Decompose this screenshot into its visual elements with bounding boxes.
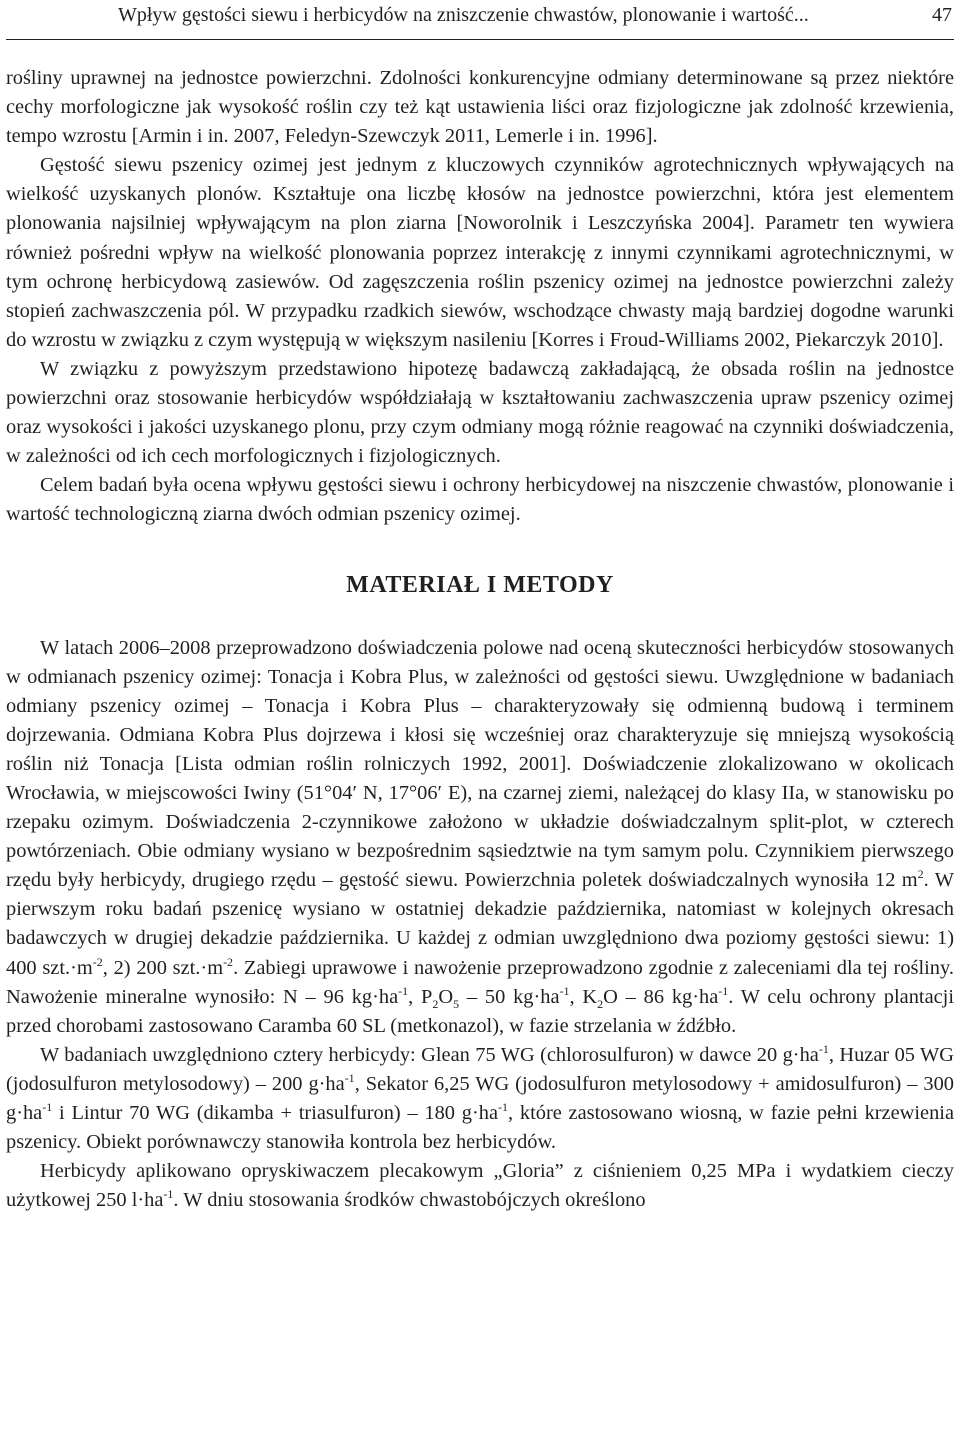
text-run: , P [408,985,433,1008]
paragraph: rośliny uprawnej na jednostce powierzchni. Zdolności konkurencyjne odmiany determinowane są przez niektóre cechy morfologiczne jak wysokość roślin czy też kąt ustawienia liści oraz fizjologiczne jak zdolność krzewienia, tempo wzrostu [Armin i in. 2007, Feledyn-Szewczyk 2011, Lemerle i in. 1996]. [6,67,954,148]
section-heading: MATERIAŁ I METODY [346,571,614,598]
superscript: -1 [163,1187,174,1202]
text-run: . W dniu stosowania środków chwastobójczych określono [173,1189,646,1212]
superscript: 2 [917,867,924,882]
paragraph [6,634,954,1041]
paragraph [6,1157,954,1215]
text-run: W latach 2006–2008 przeprowadzono doświadczenia polowe nad oceną skuteczności herbicydów stosowanych w odmianach pszenicy ozimej: Tonacja i Kobra Plus, w zależności od gęstości siewu. Uwzględnione w badaniach odmiany pszenicy ozimej – Tonacja i Kobra Plus – charakteryzowały się odmienną budową i terminem dojrzewania. Odmiana Kobra Plus dojrzewa i kłosi się wcześniej oraz charakteryzuje się mniejszą wysokością roślin niż Tonacja [Lista odmian roślin rolniczych 1992, 2001]. Doświadczenie zlokalizowano w okolicach Wrocławia, w miejscowości Iwiny (51°04′ N, 17°06′ E), na czarnej ziemi, należącej do klasy IIa, w stanowisku po rzepaku ozimym. Doświadczenia 2-czynnikowe założono w układzie doświadczalnym split-plot, w czterech powtórzeniach. Obie odmiany wysiano w bezpośrednim sąsiedztwie na tym samym polu. Czynnikiem pierwszego rzędu były herbicydy, drugiego rzędu – gęstość siewu. Powierzchnia poletek doświadczalnych wynosiła 12 m [6,636,954,892]
superscript: -1 [398,983,409,998]
text-run: , K [569,985,598,1008]
text-run: . Zabiegi uprawowe i nawożenie przeprowadzono zgodnie z zaleceniami dla tej rośliny. Nawożenie mineralne wynosiło: N – 96 kg·ha [6,956,954,1008]
paragraph: Gęstość siewu pszenicy ozimej jest jednym z kluczowych czynników agrotechnicznych wpływających na wielkość uzyskanych plonów. Kształtuje ona liczbę kłosów na jednostce powierzchni, która jest elementem plonowania najsilniej wpływającym na plon ziarna [Noworolnik i Leszczyńska 2004]. Parametr ten wywiera również pośredni wpływ na wielkość plonowania poprzez interakcję z innymi czynnikami agrotechnicznymi, w tym ochronę herbicydową zasiewów. Od zagęszczenia roślin pszenicy ozimej na jednostce powierzchni zależy stopień zachwaszczenia pól. W przypadku rzadkich siewów, wschodzące chwasty mają bardziej dogodne warunki do wzrostu w związku z czym występują w większym nasileniu [Korres i Froud-Williams 2002, Piekarczyk 2010]. [6,154,954,351]
running-title: Wpływ gęstości siewu i herbicydów na zniszczenie chwastów, plonowanie i wartość... [118,4,809,26]
text-run: . W pierwszym roku badań pszenicę wysiano w ostatniej dekadzie października, natomiast w kolejnych okresach badawczych w drugiej dekadzie października. U każdej z odmian uwzględniono dwa poziomy gęstości siewu: 1) 400 szt.·m [6,869,955,979]
text-run: O – 86 kg·ha [603,985,719,1008]
superscript: -1 [344,1071,355,1086]
superscript: -2 [92,954,103,969]
superscript: -1 [559,983,570,998]
text-run: – 50 kg·ha [459,985,560,1008]
text-run: Herbicydy aplikowano opryskiwaczem plecakowym „Gloria” z ciśnieniem 0,25 MPa i wydatkiem cieczy użytkowej 250 l·ha [6,1160,954,1212]
superscript: -1 [718,983,729,998]
running-header [6,0,954,40]
paragraph: Celem badań była ocena wpływu gęstości siewu i ochrony herbicydowej na niszczenie chwastów, plonowanie i wartość technologiczną ziarna dwóch odmian pszenicy ozimej. [6,474,954,526]
text-run: , Huzar 05 WG (jodosulfuron metylosodowy) – 200 g·ha [6,1043,954,1095]
text-run: , 2) 200 szt.·m [102,956,224,979]
text-run: . W celu ochrony plantacji przed chorobami zastosowano Caramba 60 SL (metkonazol), w fazie strzelania w źdźbło. [6,985,954,1037]
superscript: -1 [498,1100,509,1115]
text-run: , które zastosowano wiosną, w fazie pełni krzewienia pszenicy. Obiekt porównawczy stanowiła kontrola bez herbicydów. [6,1102,955,1154]
paragraph [6,1041,954,1157]
page-number: 47 [932,4,952,26]
paragraph: W związku z powyższym przedstawiono hipotezę badawczą zakładającą, że obsada roślin na jednostce powierzchni oraz stosowanie herbicydów współdziałają w kształtowaniu zachwaszczenia upraw pszenicy ozimej oraz wysokości i jakości uzyskanego plonu, przy czym odmiany mogą różnie reagować na czynniki doświadczenia, w zależności od ich cech morfologicznych i fizjologicznych. [6,357,954,468]
superscript: -1 [818,1042,829,1057]
text-run: W badaniach uwzględniono cztery herbicydy: Glean 75 WG (chlorosulfuron) w dawce 20 g·ha [40,1043,819,1066]
text-run: , Sekator 6,25 WG (jodosulfuron metylosodowy + amidosulfuron) – 300 g·ha [6,1072,954,1124]
subscript: 2 [597,996,604,1011]
text-run: i Lintur 70 WG (dikamba + triasulfuron) – 180 g·ha [52,1102,499,1124]
superscript: -2 [223,954,234,969]
body-text [6,64,954,1215]
text-run: O [438,985,454,1008]
superscript: -1 [42,1100,53,1115]
subscript: 2 [432,996,439,1011]
subscript: 5 [453,996,460,1011]
